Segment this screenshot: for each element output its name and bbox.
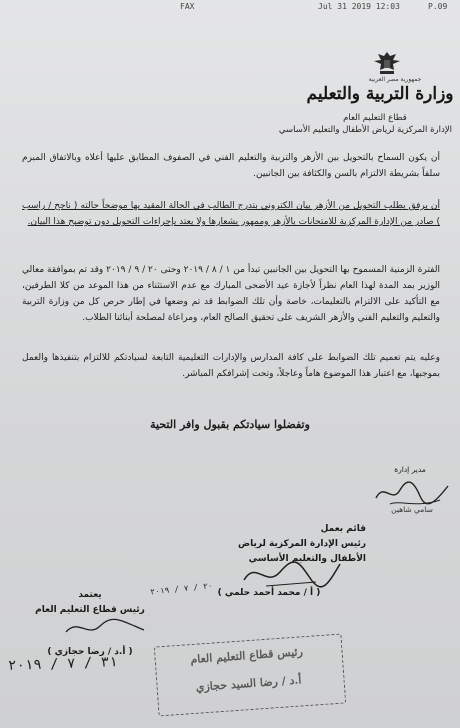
acting-role: رئيس الإدارة المركزية لرياض الأطفال والتعليم الأساسي (238, 539, 366, 564)
ministry-name: وزارة التربية والتعليم (306, 84, 454, 104)
administration-name: الإدارة المركزية لرياض الأطفال والتعليم الأساسي (278, 125, 452, 135)
fax-header (0, 2, 460, 14)
paragraph-4 (22, 350, 440, 382)
fax-page-number: P.09 (428, 2, 448, 11)
acting-signature-date: ٢٠ / ٧ / ٢٠١٩ (149, 580, 214, 597)
paragraph-2 (22, 198, 440, 230)
approval-role: رئيس قطاع التعليم العام (35, 605, 145, 615)
fax-datetime: Jul 31 2019 12:03 (318, 2, 400, 11)
paragraph-4-text: وعليه يتم تعميم تلك الضوابط على كافة المدارس والإدارات التعليمية التابعة لسيادتكم للالتزام بتنفيذها والعمل بموجبها، مع اعتبار هذا الموضوع هاماً وعاجلاً، وتحت إشرافكم المباشر. (22, 353, 440, 379)
stamp-line-2: أ.د / رضا السيد حجازي (195, 673, 302, 694)
paragraph-3 (22, 262, 440, 326)
acting-head-name: ( أ / محمد أحمد حلمي ) (217, 588, 321, 598)
paragraph-3-text: الفترة الزمنية المسموح بها التحويل بين الجانبين تبدأ من ١ / ٨ / ٢٠١٩ وحتى ٢٠ / ٩ / ٢٠١٩ وقد تم بموافقة معالي الوزير بمد المدة لهذا العام نظراً لأجازة عيد الأضحى المبارك مع عدم الاستثناء من هذا الموعد من كلا الطرفين، مع التأكيد على الالتزام بالتعليمات، خاصة وأن تلك الضوابط قد تم وضعها في إطار حرص كل من وزارة التربية والتعليم والتعليم الفني والأزهر الشريف على تحقيق الصالح العام، ومراعاة لمصلحة أبنائنا الطلاب. (22, 265, 440, 323)
eagle-emblem-icon (372, 50, 402, 76)
republic-name: جمهورية مصر العربية (368, 76, 422, 83)
fax-label: FAX (180, 2, 195, 11)
official-stamp (154, 634, 346, 717)
approval-label: يعتمد (78, 590, 102, 600)
paragraph-1 (22, 150, 440, 182)
acting-head-signature (236, 554, 346, 592)
director-title: مدير إدارة (394, 465, 426, 474)
paragraph-1-text: أن يكون السماح بالتحويل بين الأزهر والتربية والتعليم الفني في الصفوف المطابق عليها أعلاه وبالاتفاق المبرم سلفاً بشريطة الالتزام بالسن والكثافة بين الجانبين. (22, 153, 440, 179)
approval-signature (60, 614, 150, 642)
sector-name: قطاع التعليم العام (343, 113, 407, 123)
approval-name: ( أ.د / رضا حجازي ) (47, 647, 133, 657)
closing-line: وتفضلوا سيادتكم بقبول وافر التحية (150, 418, 310, 431)
paragraph-2-text: أن يرفق بطلب التحويل من الأزهر بيان الكتروني بتدرج الطالب في الحالة المقيد بها موضحاً حالته ( ناجح / راسب ) صادر من الإدارة المركزية للامتحانات بالأزهر وممهور بشعارها ولا يعتد بإجراءات التحويل دون توضيح هذا البيان. (22, 201, 440, 227)
handwritten-date: ٣١ / ٧ / ٢٠١٩ (7, 654, 118, 674)
stamp-line-1: رئيس قطاع التعليم العام (190, 645, 304, 667)
director-name: سامي شاهين (391, 505, 433, 514)
acting-label: قائم بعمل (320, 524, 366, 534)
